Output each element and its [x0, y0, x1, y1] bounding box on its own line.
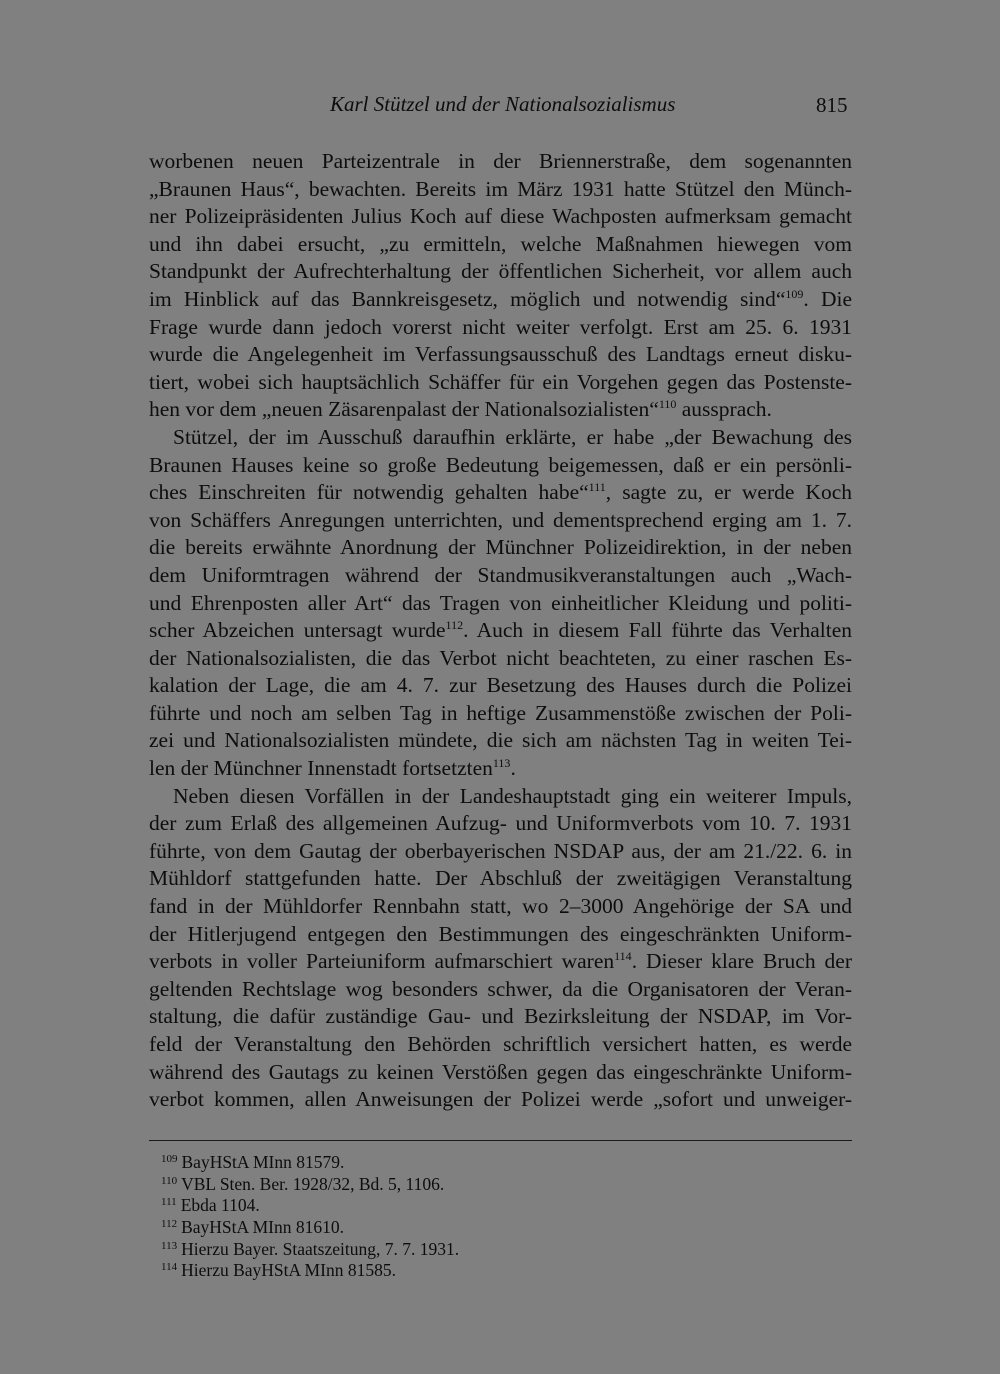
text-line: geltenden Rechtslage wog besonders schwer, da die Organisatoren der Veran-: [149, 976, 852, 1001]
text-line: Frage wurde dann jedoch vorerst nicht weiter verfolgt. Erst am 25. 6. 1931: [149, 314, 852, 339]
text-line: dem Uniformtragen während der Standmusikveranstaltungen auch „Wach-: [149, 562, 852, 587]
text-line: Braunen Hauses keine so große Bedeutung beigemessen, daß er ein persönli-: [149, 452, 852, 477]
footnote-number: 111: [161, 1196, 177, 1209]
text-line: der zum Erlaß des allgemeinen Aufzug- und Uniformverbots vom 10. 7. 1931: [149, 811, 852, 836]
footnote: [161, 1260, 459, 1282]
footnote: [161, 1239, 459, 1261]
text-line: tiert, wobei sich hauptsächlich Schäffer für ein Vorgehen gegen das Postenste-: [149, 369, 852, 394]
footnote-number: 114: [161, 1261, 178, 1274]
text-line: verbots in voller Parteiuniform aufmarschiert waren$^{114}$. Dieser klare Bruch der: [149, 949, 852, 974]
text-line: ner Polizeipräsidenten Julius Koch auf diese Wachposten aufmerksam gemacht: [149, 204, 852, 229]
text-line: ches Einschreiten für notwendig gehalten habe“$^{111}$, sagte zu, er werde Koch: [149, 480, 853, 505]
text-line: hen vor dem „neuen Zäsarenpalast der Nationalsozialisten“$^{110}$ aussprach.: [149, 397, 772, 422]
text-line: wurde die Angelegenheit im Verfassungsausschuß des Landtags erneut disku-: [149, 342, 852, 367]
text-line: führte, von dem Gautag der oberbayerischen NSDAP aus, der am 21./22. 6. in: [149, 838, 852, 863]
text-line: die bereits erwähnte Anordnung der Münchner Polizeidirektion, in der neben: [149, 535, 852, 560]
footnote-text: Ebda 1104.: [180, 1195, 260, 1216]
footnote: [161, 1174, 459, 1196]
body-text: [149, 148, 852, 1114]
text-line: staltung, die dafür zuständige Gau- und Bezirksleitung der NSDAP, im Vor-: [149, 1004, 852, 1029]
text-line: fand in der Mühldorfer Rennbahn statt, wo 2–3000 Angehörige der SA und: [149, 894, 852, 919]
text-line: im Hinblick auf das Bannkreisgesetz, möglich und notwendig sind“$^{109}$. Die: [149, 286, 852, 311]
footnote: [161, 1152, 459, 1174]
text-line: führte und noch am selben Tag in heftige Zusammenstöße zwischen der Poli-: [149, 700, 852, 725]
running-header-title: Karl Stützel und der Nationalsozialismus: [330, 92, 676, 116]
footnote-text: Hierzu Bayer. Staatszeitung, 7. 7. 1931.: [181, 1238, 460, 1259]
footnote-number: 110: [161, 1174, 178, 1187]
footnotes: [161, 1152, 459, 1282]
text-line: feld der Veranstaltung den Behörden schriftlich versichert hatten, es werde: [149, 1032, 852, 1056]
text-line: zei und Nationalsozialisten mündete, die sich am nächsten Tag in weiten Tei-: [149, 728, 852, 753]
footnote: [161, 1217, 459, 1239]
text-line: Neben diesen Vorfällen in der Landeshauptstadt ging ein weiterer Impuls,: [173, 783, 852, 808]
text-line: scher Abzeichen untersagt wurde$^{112}$. Auch in diesem Fall führte das Verhalten: [149, 618, 852, 643]
text-line: und Ehrenposten aller Art“ das Tragen von einheitlicher Kleidung und politi-: [149, 590, 852, 615]
footnote-text: BayHStA MInn 81610.: [181, 1217, 344, 1238]
text-line: worbenen neuen Parteizentrale in der Briennerstraße, dem sogenannten: [149, 149, 852, 173]
text-line: und ihn dabei ersucht, „zu ermitteln, welche Maßnahmen hiewegen vom: [149, 231, 852, 256]
text-line: der Hitlerjugend entgegen den Bestimmungen des eingeschränkten Uniform-: [149, 921, 852, 946]
text-line: Stützel, der im Ausschuß daraufhin erklärte, er habe „der Bewachung des: [173, 424, 852, 449]
footnote-number: 109: [161, 1153, 178, 1165]
footnote-number: 112: [161, 1218, 178, 1231]
footnote-reference: 113: [492, 756, 511, 771]
footnote-divider: [149, 1140, 852, 1141]
footnote-text: VBL Sten. Ber. 1928/32, Bd. 5, 1106.: [181, 1173, 445, 1194]
footnote-reference: 109: [785, 286, 804, 301]
text-line: von Schäffers Anregungen unterrichten, und dementsprechend erging am 1. 7.: [149, 507, 852, 532]
text-line: len der Münchner Innenstadt fortsetzten$^{113}$.: [149, 756, 516, 781]
footnote-text: Hierzu BayHStA MInn 81585.: [181, 1260, 396, 1281]
text-line: verbot kommen, allen Anweisungen der Polizei werde „sofort und unweiger-: [149, 1087, 852, 1112]
text-line: „Braunen Haus“, bewachten. Bereits im März 1931 hatte Stützel den Münch-: [149, 176, 852, 201]
page-number: 815: [816, 93, 848, 117]
footnote-text: BayHStA MInn 81579.: [181, 1152, 345, 1172]
footnote-reference: 110: [658, 397, 677, 412]
footnote-reference: 111: [588, 480, 606, 495]
text-line: der Nationalsozialisten, die das Verbot nicht beachteten, zu einer raschen Es-: [149, 645, 852, 670]
footnote: [161, 1195, 459, 1217]
footnote-number: 113: [161, 1239, 178, 1252]
text-line: kalation der Lage, die am 4. 7. zur Besetzung des Hauses durch die Polizei: [149, 673, 852, 698]
footnote-reference: 112: [445, 618, 464, 633]
text-line: Mühldorf stattgefunden hatte. Der Abschluß der zweitägigen Veranstaltung: [149, 866, 852, 891]
footnote-reference: 114: [614, 949, 632, 964]
text-line: Standpunkt der Aufrechterhaltung der öffentlichen Sicherheit, vor allem auch: [149, 259, 852, 284]
text-line: während des Gautags zu keinen Verstößen gegen das eingeschränkte Uniform-: [149, 1059, 852, 1084]
